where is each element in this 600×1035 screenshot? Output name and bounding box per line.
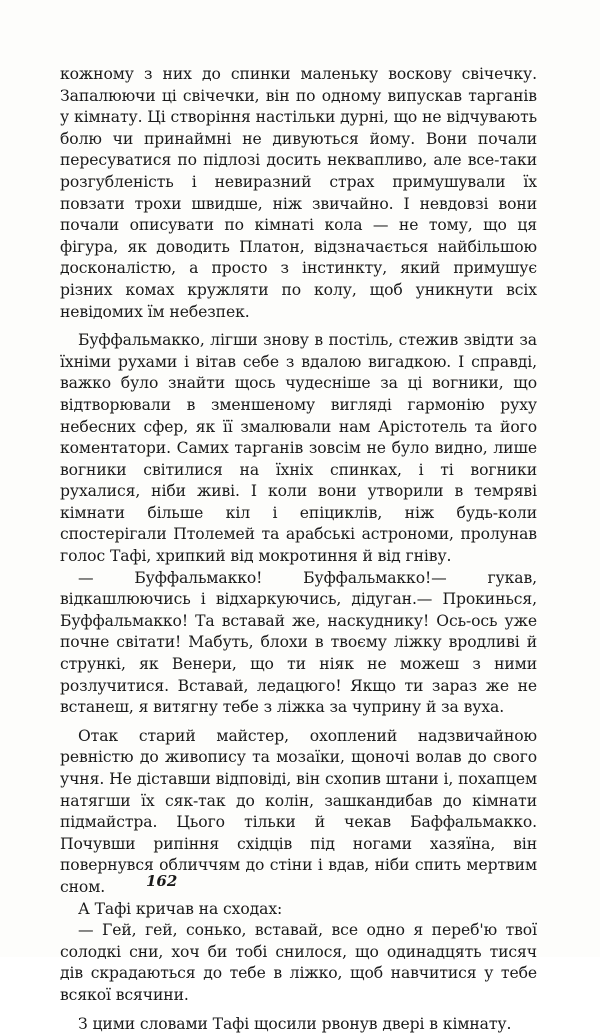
paragraph-1: кожному з них до спинки маленьку воскову свічечку. Запалюючи ці свічечки, він по одному випускав тарганів у кімнату. Ці створіння настільки дурні, що не відчувають болю чи принаймні не дивуються йому. Вони почали пересуватися по підлозі досить неквапливо, але все-таки розгубленість і невиразний страх примушували їх повзати трохи швидше, ніж звичайно. І невдовзі вони почали описувати по кімнаті кола — не тому, що ця фігура, як доводить Платон, відзначається найбільшою досконалістю, а просто з інстинкту, який примушує різних комах кружляти по колу, щоб уникнути всіх невідомих їм небезпек. (60, 65, 537, 321)
paragraph-3: — Буффальмакко! Буффальмакко!— гукав, відкашлюючись і відхаркуючись, дідуган.— Прокинься, Буффальмакко! Та вставай же, наскуднику! Ось-ось уже почне світати! Мабуть, блохи в твоєму ліжку вродливі й стрункі, як Венери, що ти ніяк не можеш з ними розлучитися. Вставай, ледацюго! Якщо ти зараз же не встанеш, я витягну тебе з ліжка за чуприну й за вуха. (60, 568, 537, 717)
paragraph-7: З цими словами Тафі щосили рвонув двері в кімнату. (78, 1014, 512, 1033)
paragraph-4: Отак старий майстер, охоплений надзвичайною ревністю до живопису та мозаїки, щоночі волав до свого учня. Не діставши відповіді, він схопив штани і, похапцем натягши їх сяк-так до колін, зашкандибав до кімнати підмайстра. Цього тільки й чекав Баффальмакко. Почувши рипіння східців під ногами хазяїна, він повернувся обличчям до стіни і вдав, ніби спить мертвим сном. (60, 726, 537, 896)
body-text (60, 64, 537, 1035)
paragraph-2: Буффальмакко, лігши знову в постіль, стежив звідти за їхніми рухами і вітав себе з вдалою вигадкою. І справді, важко було знайти щось чудесніше за ці вогники, що відтворювали в зменшеному вигляді гармонію руху небесних сфер, як її змалювали нам Арістотель та його коментатори. Самих тарганів зовсім не було видно, лише вогники світилися на їхніх спинках, і ті вогники рухалися, ніби живі. І коли вони утворили в темряві кімнати більше кіл і епіциклів, ніж будь-коли спостерігали Птолемей та арабські астрономи, пролунав голос Тафі, хрипкий від мокротиння й від гніву. (60, 331, 537, 566)
paragraph-6: — Гей, гей, сонько, вставай, все одно я переб'ю твої солодкі сни, хоч би тобі снилося, що одинадцять тисяч дів скрадаються до тебе в ліжко, щоб навчитися у тебе всякої всячини. (60, 921, 537, 1004)
page-number: 162 (146, 872, 178, 890)
paragraph-5: А Тафі кричав на сходах: (78, 899, 283, 918)
